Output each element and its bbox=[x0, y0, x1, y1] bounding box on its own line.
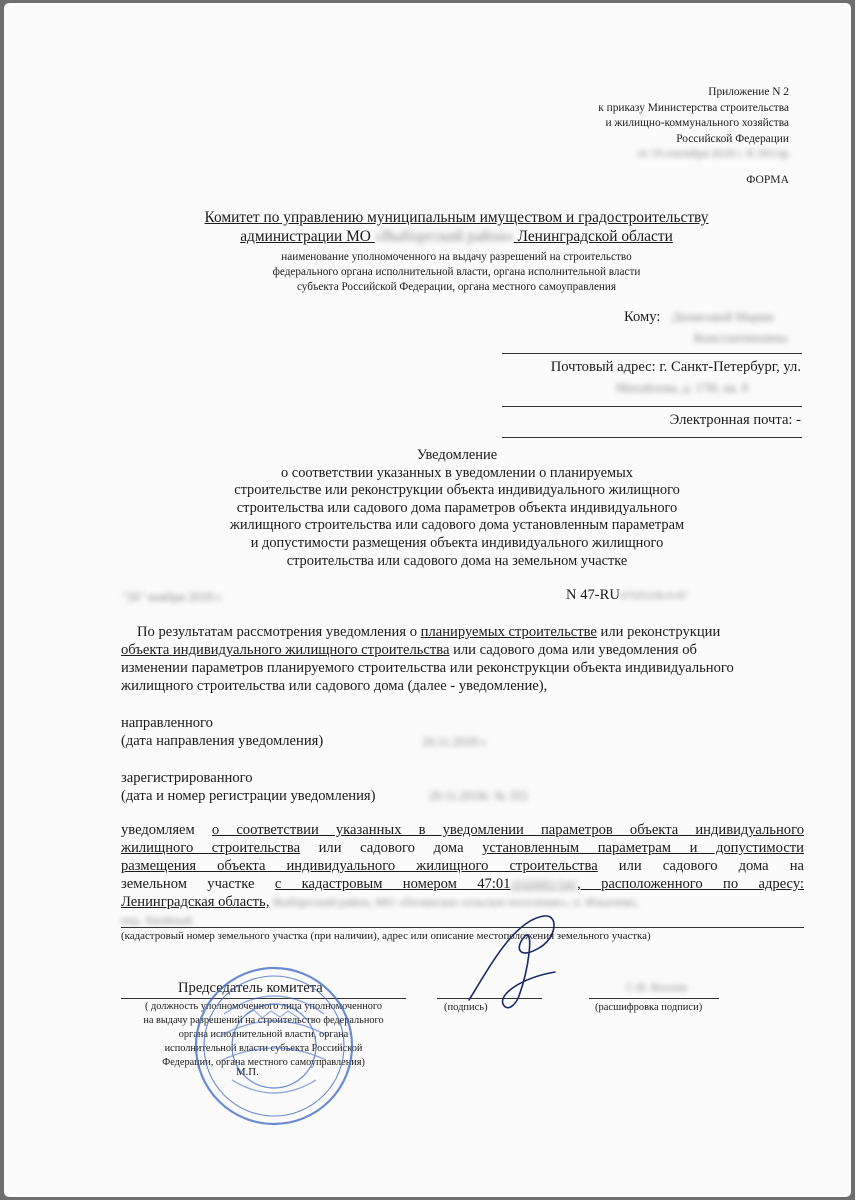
to-name-redacted-1 bbox=[672, 309, 773, 325]
position-caption-4: исполнительной власти субъекта Российской bbox=[164, 1043, 363, 1054]
appendix-line-3: и жилищно-коммунального хозяйства bbox=[605, 117, 789, 129]
paragraph-line-1 bbox=[121, 623, 804, 641]
position-caption-5: Федерации, органа местного самоуправления) bbox=[162, 1057, 365, 1068]
notice-line-2 bbox=[121, 839, 804, 857]
doc-date-redacted-text: "26" ноября 2018 г. bbox=[122, 590, 223, 604]
authority-redacted: «Выборгский район» bbox=[374, 228, 514, 245]
to-label: Кому: bbox=[624, 309, 661, 325]
notice-l4-u2: , расположенного по адресу: bbox=[577, 876, 804, 892]
document-page bbox=[4, 3, 851, 1197]
notice-l5-redacted: Выборгский район, МО «Полянское сельское поселение», п. Ильичево, bbox=[273, 895, 639, 909]
title-line-4: строительства или садового дома параметров объекта индивидуального bbox=[236, 499, 678, 516]
doc-date-redacted bbox=[122, 590, 223, 605]
recipient-rule-3 bbox=[502, 437, 802, 438]
title-line-1: Уведомление bbox=[416, 447, 498, 463]
notice-l2-u1: жилищного строительства bbox=[121, 840, 301, 856]
authority-block bbox=[104, 208, 809, 246]
authority-line-2 bbox=[104, 227, 809, 246]
signature-caption: (подпись) bbox=[444, 1002, 488, 1013]
paragraph-l1-a: По результатам рассмотрения уведомления о bbox=[137, 624, 417, 640]
notice-line-3 bbox=[121, 857, 804, 875]
appendix-order-date-redacted: от 19 сентября 2018 г. N 591/пр bbox=[637, 148, 789, 160]
position-caption-3: органа исполнительной власти, органа bbox=[178, 1029, 349, 1040]
registered-caption: (дата и номер регистрации уведомления) bbox=[121, 788, 376, 804]
notice-l2-b: или садового дома bbox=[318, 840, 464, 856]
notice-l1-a: уведомляем bbox=[121, 822, 195, 838]
signatory-position: Председатель комитета bbox=[178, 980, 323, 996]
seal-graphic bbox=[196, 968, 352, 1124]
title-line-3: строительстве или реконструкции объекта индивидуального жилищного bbox=[234, 482, 680, 499]
email-label: Электронная почта: - bbox=[669, 412, 801, 428]
sent-value-redacted-text: 20.11.2018 г. bbox=[422, 735, 488, 749]
address-redacted-text: Михайлова, д. 17Н, кв. 8 bbox=[616, 381, 748, 395]
address-label: Почтовый адрес: г. Санкт-Петербург, ул. bbox=[550, 359, 801, 375]
registered-value-redacted bbox=[429, 789, 528, 804]
handwritten-signature bbox=[459, 908, 579, 1018]
notice-title bbox=[112, 447, 802, 570]
authority-caption-2: федерального органа исполнительной власти, органа исполнительной власти bbox=[272, 266, 641, 278]
authority-caption-3: субъекта Российской Федерации, органа местного самоуправления bbox=[296, 281, 617, 293]
appendix-line-4: Российской Федерации bbox=[676, 132, 789, 145]
signature-stroke bbox=[469, 916, 555, 1008]
authority-line-2-prefix: администрации МО bbox=[240, 228, 371, 245]
appendix-line-1: Приложение N 2 bbox=[708, 86, 789, 98]
recipient-rule-2 bbox=[502, 406, 802, 407]
address-redacted bbox=[616, 381, 748, 396]
recipient-rule-1 bbox=[502, 353, 802, 354]
official-seal bbox=[184, 956, 364, 1136]
to-name-redacted-2-text: Константиновны bbox=[694, 330, 788, 345]
notice-l2-u2: установленным параметрам и допустимости bbox=[482, 840, 804, 856]
notice-l6-redacted: пер. Хвойный bbox=[121, 913, 193, 927]
signatory-name-redacted-text: С.В. Козлов bbox=[626, 980, 687, 994]
position-caption-2: на выдачу разрешений на строительство федерального bbox=[143, 1015, 384, 1026]
notice-l1-u: о соответствии указанных в уведомлении параметров объекта индивидуального bbox=[211, 822, 804, 838]
paragraph-line-2 bbox=[121, 641, 804, 659]
form-label: ФОРМА bbox=[746, 173, 789, 186]
paragraph-line-3: изменении параметров планируемого строительства или реконструкции объекта индивидуального bbox=[121, 660, 734, 676]
signatory-name-redacted bbox=[626, 980, 687, 995]
position-caption-1: ( должность уполномоченного лица уполномоченного bbox=[144, 1001, 383, 1012]
paragraph-line-4: жилищного строительства или садового дома (далее - уведомление), bbox=[121, 678, 548, 694]
notice-l4-redacted: :0320001:541 bbox=[510, 877, 578, 891]
to-name-redacted-2 bbox=[694, 330, 788, 346]
notice-l3-b: или садового дома на bbox=[618, 858, 804, 874]
doc-number-redacted: 47505106-0-87 bbox=[619, 590, 688, 602]
registered-value-redacted-text: 20.11.2018г. № 355 bbox=[429, 789, 528, 803]
doc-number bbox=[566, 587, 688, 604]
title-line-2: о соответствии указанных в уведомлении о планируемых bbox=[281, 464, 633, 481]
authority-line-1: Комитет по управлению муниципальным имуществом и градостроительству bbox=[204, 209, 709, 226]
sent-label: направленного bbox=[121, 715, 213, 731]
notice-l5-u: Ленинградская область, bbox=[121, 894, 270, 910]
appendix-line-2: к приказу Министерства строительства bbox=[598, 101, 789, 114]
paragraph-l1-b: или реконструкции bbox=[600, 624, 721, 640]
paragraph-l1-u: планируемых строительстве bbox=[420, 624, 597, 640]
main-paragraph bbox=[121, 623, 804, 695]
title-line-7: строительства или садового дома на земельном участке bbox=[286, 552, 628, 569]
notice-line-4 bbox=[121, 875, 804, 893]
sent-caption: (дата направления уведомления) bbox=[121, 733, 324, 749]
notice-l4-a: земельном участке bbox=[121, 876, 255, 892]
name-caption: (расшифровка подписи) bbox=[595, 1002, 703, 1013]
title-line-6: и допустимости размещения объекта индивидуального жилищного bbox=[250, 534, 664, 551]
paragraph-l2-u: объекта индивидуального жилищного строительства bbox=[121, 642, 450, 658]
paragraph-l2-b: или садового дома или уведомления об bbox=[453, 642, 697, 658]
stamp-place-label: М.П. bbox=[236, 1066, 259, 1078]
appendix-block bbox=[449, 85, 789, 163]
authority-line-2-suffix: Ленинградской области bbox=[517, 228, 673, 245]
to-name-redacted-1-text: Денисовой Марии bbox=[672, 309, 774, 324]
registered-label: зарегистрированного bbox=[121, 770, 253, 786]
authority-caption bbox=[104, 250, 809, 295]
notice-l3-u: размещения объекта индивидуального жилищного строительства bbox=[121, 858, 598, 874]
notice-caption: (кадастровый номер земельного участка (при наличии), адрес или описание местоположения земельного участка) bbox=[121, 930, 651, 942]
authority-caption-1: наименование уполномоченного на выдачу разрешений на строительство bbox=[281, 251, 632, 263]
notice-line-1 bbox=[121, 821, 804, 839]
notice-l4-u1: с кадастровым номером 47:01 bbox=[274, 876, 511, 892]
doc-number-prefix: N 47-RU bbox=[566, 587, 620, 603]
sent-value-redacted bbox=[422, 735, 487, 750]
name-rule bbox=[589, 998, 719, 999]
title-line-5: жилищного строительства или садового дома установленным параметрам bbox=[229, 517, 685, 534]
